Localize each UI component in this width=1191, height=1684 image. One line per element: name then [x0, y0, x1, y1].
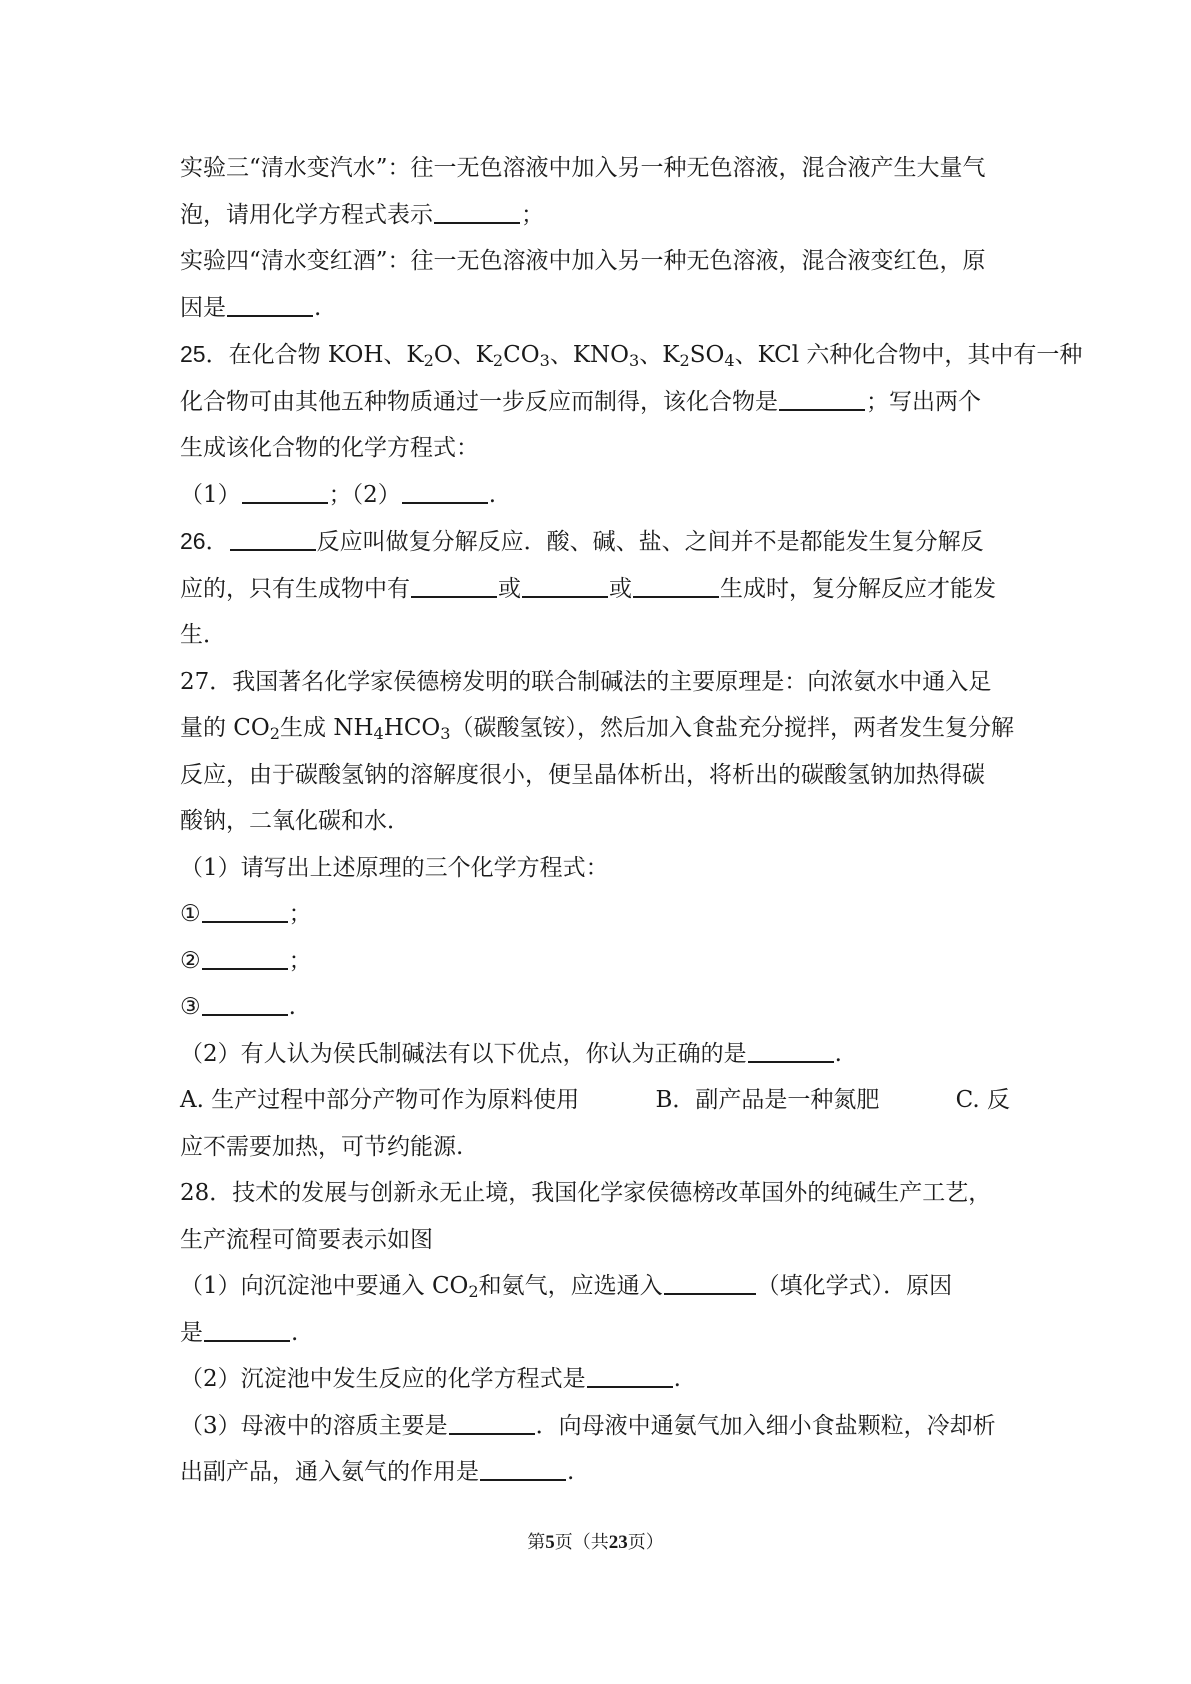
text: CO [503, 342, 540, 368]
punct: . [288, 994, 296, 1020]
page-total: 23 [608, 1532, 628, 1553]
q26-line2 [180, 566, 1010, 613]
exp3-prompt: 泡，请用化学方程式表示 [180, 201, 433, 228]
answer-blank[interactable] [748, 1060, 834, 1063]
subscript: 2 [492, 351, 504, 371]
punct: . [834, 1040, 842, 1067]
subscript: 2 [423, 351, 434, 371]
q27-eq1 [180, 891, 1010, 938]
footer-text: 页（共 [554, 1532, 609, 1553]
text: SO [689, 342, 725, 368]
exp4-line2 [180, 285, 1010, 332]
q27-line4: 酸钠，二氧化碳和水． [180, 808, 410, 834]
question-content [180, 145, 1083, 1496]
text: 、K [639, 342, 680, 368]
question-number: 26． [180, 528, 229, 554]
q28-line2: 生产流程可简要表示如图 [180, 1226, 433, 1253]
subscript: 3 [440, 724, 451, 744]
answer-blank[interactable] [204, 1339, 290, 1342]
punct: . [291, 1319, 299, 1346]
q28-p3 [180, 1403, 1010, 1450]
text: （1） [180, 481, 241, 508]
text: 应的，只有生成物中有 [180, 575, 410, 602]
punct: . [314, 294, 322, 321]
answer-blank[interactable] [202, 920, 288, 923]
subscript: 2 [468, 1282, 479, 1302]
q28-line1: 28．技术的发展与创新永无止境，我国化学家侯德榜改革国外的纯碱生产工艺， [180, 1180, 992, 1206]
text: 在化合物 KOH、K [228, 342, 424, 368]
text: 生成时，复分解反应才能发 [720, 575, 996, 602]
q28-p2 [180, 1356, 1010, 1403]
exp4-prompt: 因是 [180, 294, 226, 321]
text: 生成 NH [280, 715, 374, 741]
answer-blank[interactable] [779, 408, 865, 411]
text: （3）母液中的溶质主要是 [180, 1412, 448, 1439]
q27-line3: 反应，由于碳酸氢钠的溶解度很小，便呈晶体析出，将析出的碳酸氢钠加热得碳 [180, 761, 985, 788]
q25-line2 [180, 379, 1010, 426]
text: HCO [383, 715, 441, 741]
answer-blank[interactable] [633, 595, 719, 598]
q27-options [180, 1077, 1010, 1124]
answer-blank[interactable] [664, 1292, 756, 1295]
answer-blank[interactable] [227, 314, 313, 317]
answer-blank[interactable] [587, 1385, 673, 1388]
q25-line4 [180, 472, 1010, 519]
page-footer [0, 1528, 1191, 1554]
q27-eq3 [180, 984, 1010, 1031]
q25-line3: 生成该化合物的化学方程式： [180, 435, 479, 461]
q28-p4 [180, 1449, 1010, 1496]
q26-line3: 生． [180, 622, 226, 648]
q28-p1-cont [180, 1310, 1010, 1357]
answer-blank[interactable] [402, 501, 488, 504]
q27-eq2 [180, 938, 1010, 985]
punct: ； [288, 901, 312, 927]
q27-option-c-cont: 应不需要加热，可节约能源. [180, 1133, 464, 1160]
punct: ； [521, 201, 544, 228]
q27-line2 [180, 705, 1015, 752]
text: （碳酸氢铵），然后加入食盐充分搅拌，两者发生复分解 [450, 715, 1015, 741]
answer-blank[interactable] [411, 595, 497, 598]
subscript: 4 [724, 351, 735, 371]
option-c: C. 反 [955, 1087, 1010, 1113]
text: （填化学式）．原因 [756, 1273, 953, 1299]
question-number: 25． [180, 341, 229, 367]
subscript: 3 [629, 351, 640, 371]
circled-number: ① [180, 901, 201, 927]
text: ；写出两个 [866, 388, 981, 415]
text: 或 [498, 575, 521, 602]
page-number: 5 [545, 1532, 555, 1553]
punct: . [673, 1366, 681, 1392]
punct: . [488, 481, 497, 508]
circled-number: ② [180, 947, 201, 974]
punct: . [567, 1459, 575, 1485]
footer-text: 页） [627, 1532, 664, 1553]
text: （2）有人认为侯氏制碱法有以下优点，你认为正确的是 [180, 1040, 747, 1067]
option-b: B．副产品是一种氮肥 [655, 1087, 880, 1113]
exp3-line2 [180, 192, 1010, 239]
text: 出副产品，通入氨气的作用是 [180, 1459, 479, 1485]
q27-sub1: （1）请写出上述原理的三个化学方程式： [180, 854, 609, 881]
text: 量的 CO [180, 715, 270, 741]
exp4-line1: 实验四“清水变红酒”：往一无色溶液中加入另一种无色溶液，混合液变红色，原 [180, 248, 986, 274]
text: 、KNO [549, 342, 630, 368]
text: 、KCl 六种化合物中，其中有一种 [734, 342, 1083, 368]
answer-blank[interactable] [242, 501, 328, 504]
text: ；（2） [328, 481, 401, 508]
subscript: 2 [679, 351, 690, 371]
q28-p1 [180, 1263, 1010, 1310]
text: （2）沉淀池中发生反应的化学方程式是 [180, 1366, 586, 1392]
punct: ； [288, 947, 312, 974]
footer-text: 第 [527, 1532, 546, 1553]
text: 是 [180, 1319, 203, 1346]
subscript: 2 [269, 724, 281, 744]
answer-blank[interactable] [480, 1478, 566, 1481]
q25-line1 [180, 331, 1083, 379]
text: ．向母液中通氨气加入细小食盐颗粒，冷却析 [535, 1412, 996, 1439]
exp3-line1: 实验三“清水变汽水”：往一无色溶液中加入另一种无色溶液，混合液产生大量气 [180, 155, 986, 181]
text: 和氨气，应选通入 [478, 1273, 663, 1299]
answer-blank[interactable] [202, 1013, 288, 1016]
answer-blank[interactable] [434, 221, 520, 224]
q26-line1 [180, 518, 1010, 566]
answer-blank[interactable] [202, 967, 288, 970]
text: 反应叫做复分解反应．酸、碱、盐、之间并不是都能发生复分解反 [316, 529, 984, 555]
subscript: 4 [373, 724, 384, 744]
q27-line1: 27．我国著名化学家侯德榜发明的联合制碱法的主要原理是：向浓氨水中通入足 [180, 668, 992, 695]
subscript: 3 [539, 351, 550, 371]
option-a: A. 生产过程中部分产物可作为原料使用 [180, 1087, 580, 1113]
text: （1）向沉淀池中要通入 CO [180, 1273, 469, 1299]
answer-blank[interactable] [522, 595, 608, 598]
answer-blank[interactable] [449, 1432, 535, 1435]
text: O、K [433, 342, 493, 368]
text: 化合物可由其他五种物质通过一步反应而制得，该化合物是 [180, 388, 778, 415]
text: 或 [609, 575, 632, 602]
answer-blank[interactable] [230, 548, 316, 551]
q27-sub2 [180, 1031, 1010, 1078]
circled-number: ③ [180, 994, 201, 1020]
